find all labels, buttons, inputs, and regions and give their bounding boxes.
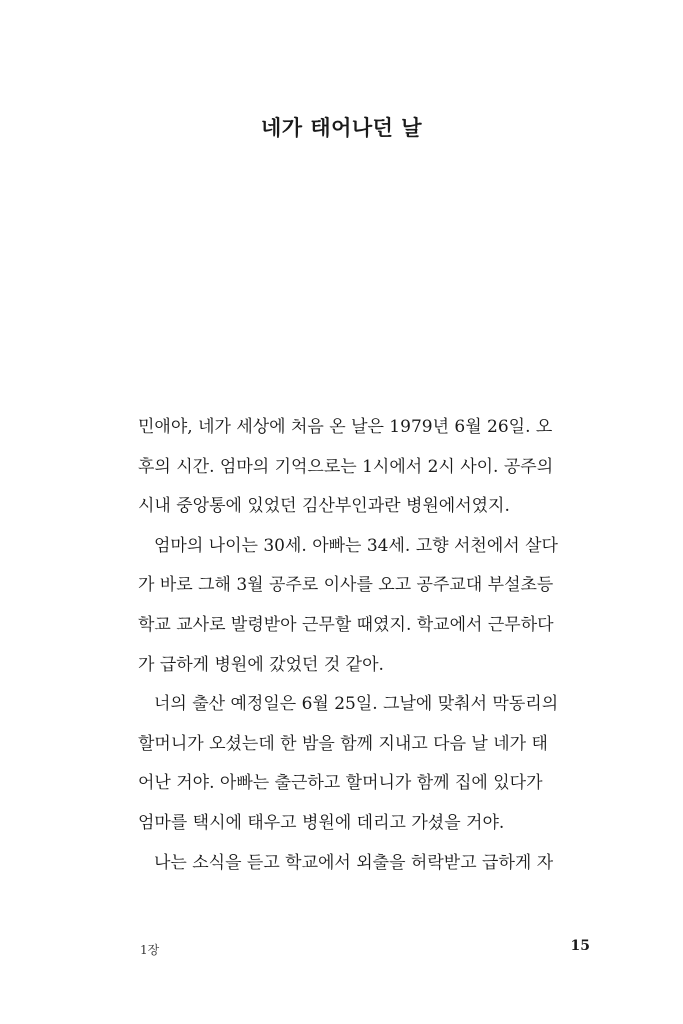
text-line: 너의 출산 예정일은 6월 25일. 그날에 맞춰서 막동리의: [154, 694, 559, 715]
text-line: 가 바로 그해 3월 공주로 이사를 오고 공주교대 부설초등: [138, 575, 554, 596]
text-line: 후의 시간. 엄마의 기억으로는 1시에서 2시 사이. 공주의: [138, 456, 554, 477]
text-line: 민애야, 네가 세상에 처음 온 날은 1979년 6월 26일. 오: [138, 417, 553, 437]
text-line: 엄마를 택시에 태우고 병원에 데리고 가셨을 거야.: [138, 812, 505, 833]
text-line: 시내 중앙통에 있었던 김산부인과란 병원에서였지.: [138, 496, 510, 517]
text-line: 학교 교사로 발령받아 근무할 때였지. 학교에서 근무하다: [138, 614, 554, 635]
body-text: [138, 408, 588, 883]
page-title: 네가 태어나던 날: [260, 116, 423, 141]
page-number: 15: [570, 938, 590, 954]
text-line: 어난 거야. 아빠는 출근하고 할머니가 함께 집에 있다가: [138, 773, 543, 794]
text-line: 할머니가 오셨는데 한 밤을 함께 지내고 다음 날 네가 태: [138, 733, 548, 754]
text-line: 엄마의 나이는 30세. 아빠는 34세. 고향 서천에서 살다: [154, 535, 558, 556]
text-line: 가 급하게 병원에 갔었던 것 같아.: [138, 654, 384, 675]
text-line: 나는 소식을 듣고 학교에서 외출을 허락받고 급하게 자: [154, 852, 554, 873]
chapter-label: 1장: [140, 943, 160, 957]
